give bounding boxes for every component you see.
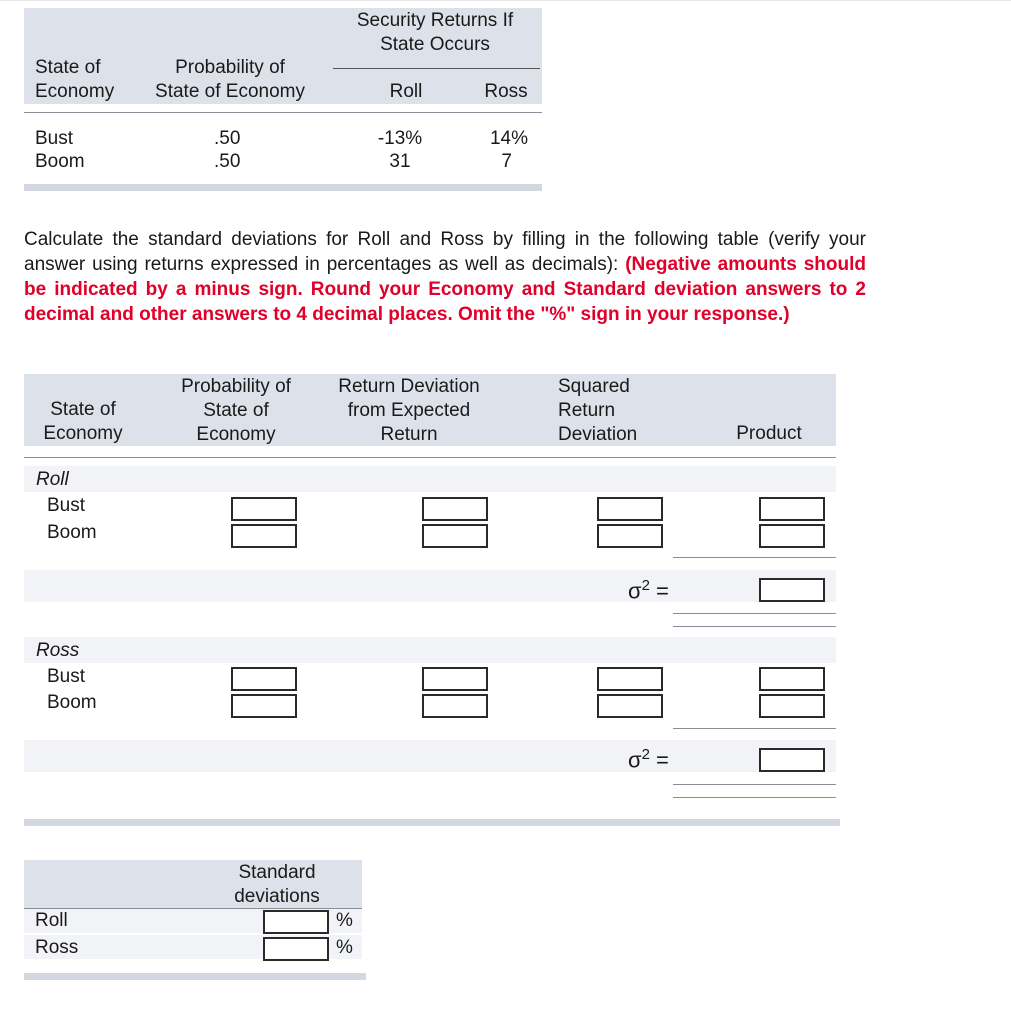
state-cell: Boom <box>35 151 85 172</box>
roll-bust-probability-input[interactable] <box>231 497 297 521</box>
roll-header: Roll <box>389 81 423 102</box>
roll-variance-input[interactable] <box>759 578 825 602</box>
section-label-roll: Roll <box>36 469 69 490</box>
variance-row-shade <box>24 570 836 602</box>
percent-sign: % <box>336 937 353 958</box>
std-row-label-roll: Roll <box>35 910 68 931</box>
roll-return-cell: 31 <box>389 151 411 172</box>
probability-cell: .50 <box>214 128 241 149</box>
ross-bust-squared-input[interactable] <box>597 667 663 691</box>
row-label-bust: Bust <box>47 666 86 687</box>
ross-bust-deviation-input[interactable] <box>422 667 488 691</box>
probability-header: Probability of State of Economy <box>155 57 305 102</box>
state-cell: Bust <box>35 128 74 149</box>
ross-variance-label: $\sigma^2$ = <box>628 746 669 773</box>
ross-boom-product-input[interactable] <box>759 694 825 718</box>
sum-rule <box>673 557 836 558</box>
roll-boom-probability-input[interactable] <box>231 524 297 548</box>
roll-boom-deviation-input[interactable] <box>422 524 488 548</box>
roll-bust-product-input[interactable] <box>759 497 825 521</box>
return-deviation-header: Return Deviation from Expected Return <box>338 376 480 445</box>
variance-row-shade <box>24 740 836 772</box>
ross-boom-probability-input[interactable] <box>231 694 297 718</box>
worksheet-header-rule <box>24 457 836 458</box>
state-of-economy-header: State of Economy <box>43 399 123 444</box>
instructions-text: Calculate the standard deviations for Roll and Ross by filling in the following table (verify your answer using returns expressed in percentages as well as decimals): <box>24 229 866 275</box>
state-of-economy-header: State of Economy <box>35 57 115 102</box>
security-returns-header: Security Returns If State Occurs <box>356 10 514 55</box>
ross-return-cell: 7 <box>501 151 512 172</box>
roll-variance-label: $\sigma^2$ = <box>628 577 669 604</box>
roll-std-deviation-input[interactable] <box>263 910 329 934</box>
probability-header: Probability of State of Economy <box>181 376 291 445</box>
returns-table-rule <box>24 112 542 113</box>
ross-std-deviation-input[interactable] <box>263 937 329 961</box>
returns-table-bottom-bar <box>24 184 542 191</box>
roll-boom-product-input[interactable] <box>759 524 825 548</box>
roll-boom-squared-input[interactable] <box>597 524 663 548</box>
roll-bust-squared-input[interactable] <box>597 497 663 521</box>
double-rule-top <box>673 784 836 785</box>
group-header-rule <box>333 68 540 69</box>
std-row-label-ross: Ross <box>35 937 79 958</box>
percent-sign: % <box>336 910 353 931</box>
row-label-bust: Bust <box>47 495 86 516</box>
squared-return-deviation-header: Squared Return Deviation <box>558 376 638 445</box>
double-rule-bottom <box>673 626 836 627</box>
ross-bust-product-input[interactable] <box>759 667 825 691</box>
row-label-boom: Boom <box>47 692 97 713</box>
instructions-paragraph <box>24 227 866 327</box>
section-row-shade <box>24 466 836 492</box>
std-bottom-bar <box>24 973 366 980</box>
double-rule-bottom <box>673 797 836 798</box>
ross-return-cell: 14% <box>489 128 528 149</box>
ross-variance-input[interactable] <box>759 748 825 772</box>
double-rule-top <box>673 613 836 614</box>
product-header: Product <box>736 423 802 444</box>
section-row-shade <box>24 637 836 663</box>
instructions-warning: (Negative amounts should be indicated by a minus sign. Round your Economy and Standard deviation answers to 2 decimal and other answers to 4 decimal places. Omit the "%" sign in your response.) <box>24 254 866 325</box>
ross-header: Ross <box>484 81 528 102</box>
section-label-ross: Ross <box>36 640 80 661</box>
worksheet-bottom-bar <box>24 819 840 826</box>
ross-bust-probability-input[interactable] <box>231 667 297 691</box>
standard-deviations-header: Standard deviations <box>234 862 320 907</box>
row-label-boom: Boom <box>47 522 97 543</box>
roll-return-cell: -13% <box>377 128 423 149</box>
ross-boom-squared-input[interactable] <box>597 694 663 718</box>
roll-bust-deviation-input[interactable] <box>422 497 488 521</box>
top-border <box>0 0 1011 1</box>
sum-rule <box>673 728 836 729</box>
probability-cell: .50 <box>214 151 241 172</box>
ross-boom-deviation-input[interactable] <box>422 694 488 718</box>
